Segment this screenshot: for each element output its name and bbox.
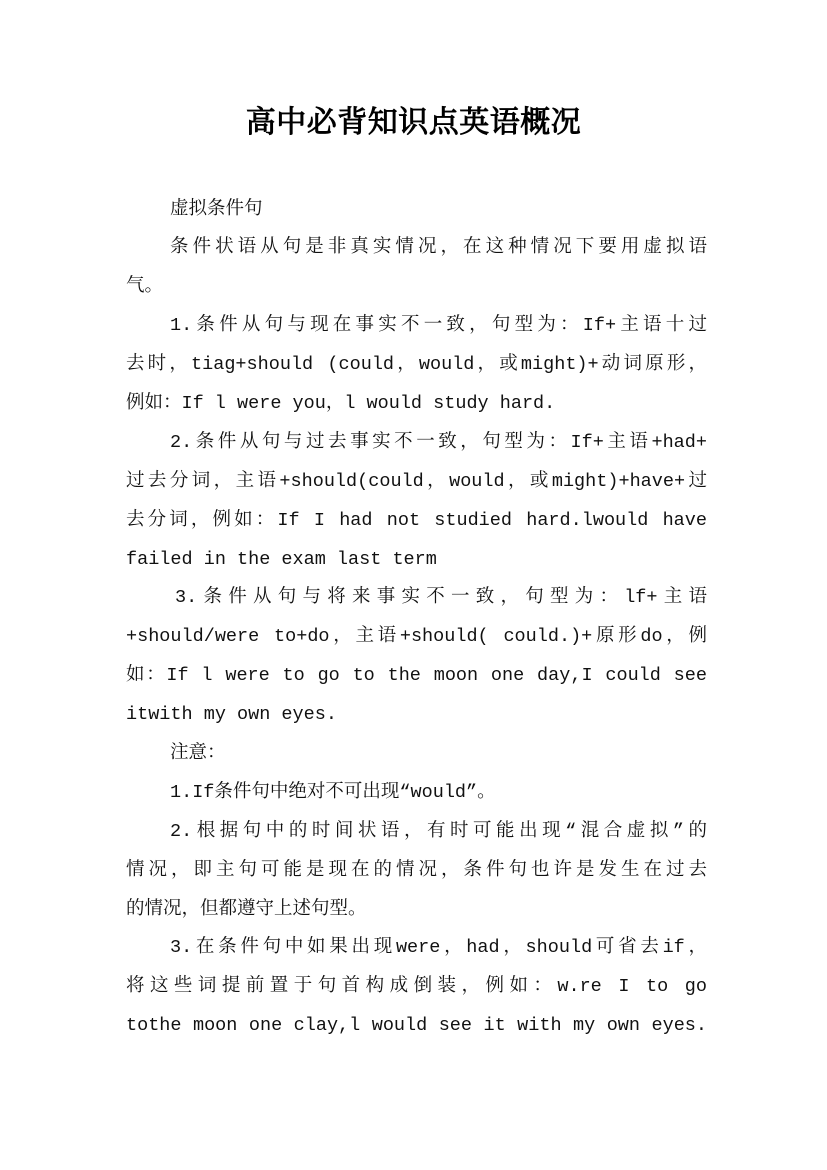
text-line: 注意： [170, 742, 226, 764]
text-line: 3.条件从句与将来事实不一致，句型为：lf+主语 [175, 587, 707, 609]
text-line: 情况，即主句可能是现在的情况，条件句也许是发生在过去 [126, 859, 707, 881]
text-line: 3.在条件句中如果出现were，had，should可省去if， [170, 937, 707, 959]
text-line: 2.根据句中的时间状语，有时可能出现“混合虚拟”的 [170, 820, 707, 842]
text-line: +should/were to+do，主语+should( could.)+原形do，例 [126, 626, 707, 648]
text-line: tothe moon one clay,l would see it with my own eyes. [126, 1015, 707, 1037]
paragraph [126, 735, 707, 774]
paragraph [126, 813, 707, 930]
paragraph [126, 424, 707, 580]
paragraph [126, 929, 707, 1046]
paragraph [126, 774, 707, 813]
paragraph [126, 307, 707, 424]
document-body [126, 191, 707, 1047]
text-line: 过去分词，主语+should(could，would，或might)+have+过 [126, 470, 707, 492]
text-line: 去分词，例如：If I had not studied hard.lwould have [126, 509, 707, 531]
text-line: 虚拟条件句 [170, 198, 263, 220]
paragraph [126, 191, 707, 230]
text-line: 将这些词提前置于句首构成倒装，例如：w.re I to go [126, 976, 707, 998]
page-title: 高中必背知识点英语概况 [245, 105, 582, 140]
text-line: failed in the exam last term [126, 548, 437, 570]
text-line: 2.条件从句与过去事实不一致，句型为：If+主语+had+ [170, 431, 707, 453]
paragraph [126, 229, 707, 307]
text-line: 1.条件从句与现在事实不一致，句型为：If+主语十过 [170, 315, 707, 337]
text-line: 气。 [126, 276, 164, 298]
text-line: 如：If l were to go to the moon one day,I could see [126, 665, 707, 687]
text-line: 1.If条件句中绝对不可出现“would”。 [170, 781, 496, 803]
paragraph [126, 579, 707, 735]
text-line: 条件状语从句是非真实情况，在这种情况下要用虚拟语 [170, 237, 707, 259]
text-line: itwith my own eyes. [126, 704, 337, 726]
text-line: 的情况，但都遵守上述句型。 [126, 898, 367, 920]
text-line: 去时，tiag+should (could，would，或might)+动词原形， [126, 354, 707, 376]
text-line: 例如：If l were you，l would study hard. [126, 392, 556, 414]
